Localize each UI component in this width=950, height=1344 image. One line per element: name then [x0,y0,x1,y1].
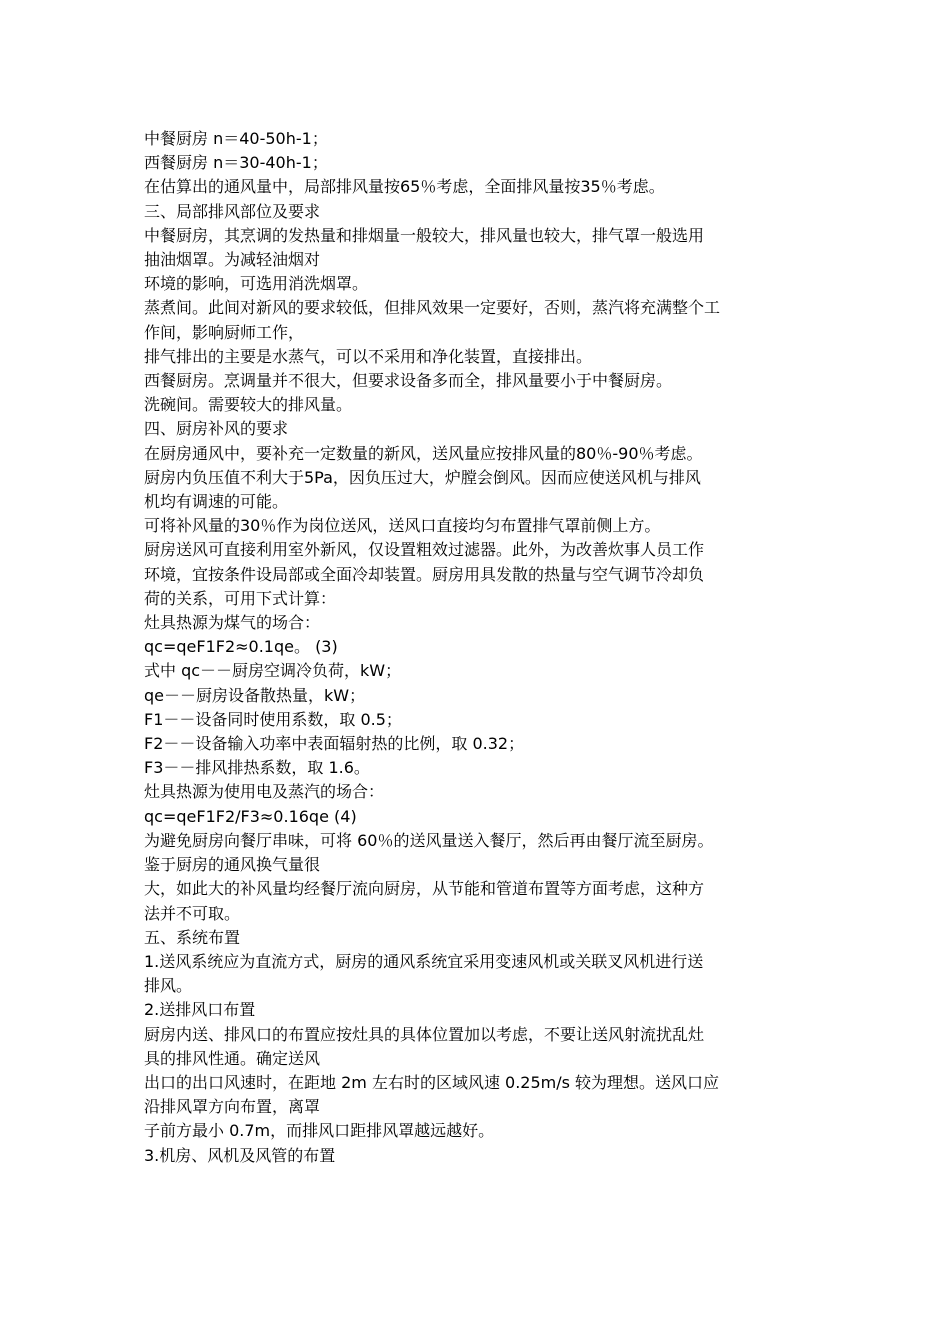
section-heading: 三、局部排风部位及要求 [144,201,321,221]
text-line: 可将补风量的30％作为岗位送风，送风口直接均匀布置排气罩前侧上方。 [144,516,661,536]
text-line: 沿排风罩方向布置，离罩 [144,1097,321,1117]
text-line: 洗碗间。需要较大的排风量。 [144,395,353,415]
subsection-heading: 3.机房、风机及风管的布置 [144,1145,336,1165]
text-line: F1－－设备同时使用系数，取 0.5； [144,709,402,729]
text-line: 机均有调速的可能。 [144,492,289,512]
text-line: 厨房内负压值不利大于5Pa，因负压过大，炉膛会倒风。因而应使送风机与排风 [144,467,701,487]
text-line: qe－－厨房设备散热量，kW； [144,685,366,705]
text-line: 在厨房通风中，要补充一定数量的新风，送风量应按排风量的80％-90％考虑。 [144,443,703,463]
text-line: 灶具热源为煤气的场合： [144,613,321,633]
formula-line: qc=qeF1F2/F3≈0.16qe (4) [144,806,357,826]
section-heading: 四、厨房补风的要求 [144,419,289,439]
text-line: 荷的关系，可用下式计算： [144,588,337,608]
text-line: 蒸煮间。此间对新风的要求较低，但排风效果一定要好，否则，蒸汽将充满整个工 [144,298,721,318]
text-line: F2－－设备输入功率中表面辐射热的比例，取 0.32； [144,734,525,754]
section-heading: 五、系统布置 [144,927,241,947]
text-line: 西餐厨房 n＝30-40h-1； [144,153,328,173]
text-line: 环境，宜按条件设局部或全面冷却装置。厨房用具发散的热量与空气调节冷却负 [144,564,705,584]
text-line: 灶具热源为使用电及蒸汽的场合： [144,782,385,802]
text-line: 式中 qc－－厨房空调冷负荷，kW； [144,661,402,681]
text-line: 中餐厨房 n＝40-50h-1； [144,129,328,148]
text-line: 出口的出口风速时，在距地 2m 左右时的区域风速 0.25m/s 较为理想。送风口应 [144,1072,720,1092]
text-line: 为避免厨房向餐厅串味，可将 60％的送风量送入餐厅，然后再由餐厅流至厨房。 [144,830,714,850]
text-line: 作间，影响厨师工作， [144,322,305,342]
text-line: 厨房送风可直接利用室外新风，仅设置粗效过滤器。此外，为改善炊事人员工作 [144,540,705,560]
text-line: 具的排风性通。确定送风 [144,1048,321,1068]
text-line: 法并不可取。 [144,903,241,923]
text-line: 1.送风系统应为直流方式，厨房的通风系统宜采用变速风机或关联叉风机进行送 [144,951,704,971]
text-line: 厨房内送、排风口的布置应按灶具的具体位置加以考虑，不要让送风射流扰乱灶 [144,1024,705,1044]
subsection-heading: 2.送排风口布置 [144,1000,256,1020]
text-line: 抽油烟罩。为减轻油烟对 [144,250,321,270]
text-line: 鉴于厨房的通风换气量很 [144,855,321,875]
text-line: 大，如此大的补风量均经餐厅流向厨房，从节能和管道布置等方面考虑，这种方 [144,879,705,899]
formula-line: qc=qeF1F2≈0.1qe。 (3) [144,637,338,657]
text-line: F3－－排风排热系数，取 1.6。 [144,758,370,778]
text-line: 排气排出的主要是水蒸气，可以不采用和净化装置，直接排出。 [144,346,593,366]
text-line: 中餐厨房，其烹调的发热量和排烟量一般较大，排风量也较大，排气罩一般选用 [144,225,705,245]
text-line: 子前方最小 0.7m，而排风口距排风罩越远越好。 [144,1121,495,1141]
text-line: 西餐厨房。烹调量并不很大，但要求设备多而全，排风量要小于中餐厨房。 [144,371,673,391]
document-body [144,127,812,1168]
text-line: 排风。 [144,976,193,996]
text-line: 环境的影响，可选用消洗烟罩。 [144,274,369,294]
text-line: 在估算出的通风量中，局部排风量按65％考虑，全面排风量按35％考虑。 [144,177,665,197]
